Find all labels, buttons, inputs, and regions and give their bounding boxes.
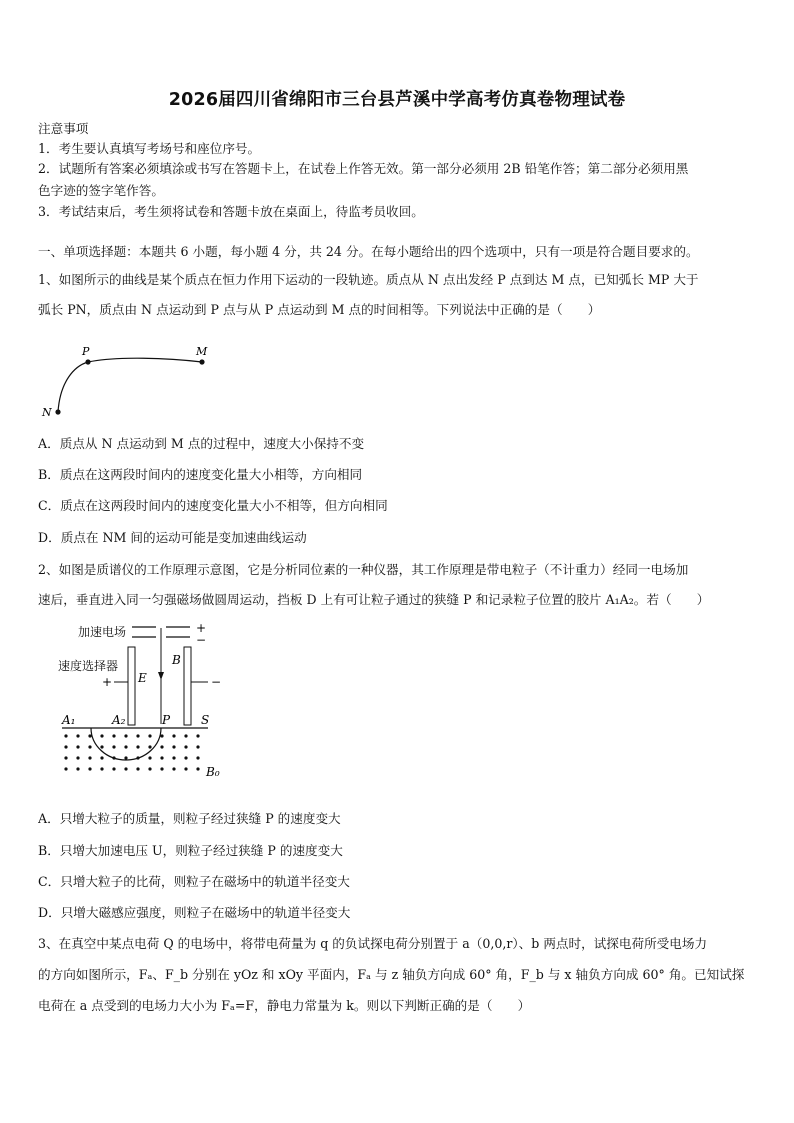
option-a: A．只增大粒子的质量，则粒子经过狭缝 P 的速度变大 xyxy=(38,811,341,826)
p-label: P xyxy=(162,713,171,727)
a2-label: A₂ xyxy=(112,713,126,727)
option-d: D．只增大磁感应强度，则粒子在磁场中的轨道半径变大 xyxy=(38,905,351,920)
label-n: N xyxy=(42,406,52,419)
minus-right: − xyxy=(211,675,222,689)
a1-label: A₁ xyxy=(62,713,76,727)
plus-sign: + xyxy=(196,621,207,635)
question-1-stem: 弧长 PN，质点由 N 点运动到 P 点与从 P 点运动到 M 点的时间相等。下列说法中正确的是（ ） xyxy=(38,302,601,317)
question-3-stem: 3、在真空中某点电荷 Q 的电场中，将带电荷量为 q 的负试探电荷分别置于 a（0,0,r）、b 两点时，试探电荷所受电场力 xyxy=(38,936,708,951)
notice-item: 2．试题所有答案必须填涂或书写在答题卡上，在试卷上作答无效。第一部分必须用 2B 铅笔作答；第二部分必须用黑 xyxy=(38,161,689,176)
question-2-stem: 速后，垂直进入同一匀强磁场做圆周运动，挡板 D 上有可让粒子通过的狭缝 P 和记录粒子位置的胶片 A₁A₂。若（ ） xyxy=(38,592,710,607)
notice-item: 3．考试结束后，考生须将试卷和答题卡放在桌面上，待监考员收回。 xyxy=(38,204,424,219)
option-d: D．质点在 NM 间的运动可能是变加速曲线运动 xyxy=(38,530,307,545)
question-1-stem: 1、如图所示的曲线是某个质点在恒力作用下运动的一段轨迹。质点从 N 点出发经 P 点到达 M 点，已知弧长 MP 大于 xyxy=(38,272,699,287)
question-3-stem: 的方向如图所示，Fₐ、F_b 分别在 yOz 和 xOy 平面内，Fₐ 与 z 轴负方向成 60° 角，F_b 与 x 轴负方向成 60° 角。已知试探 xyxy=(38,967,745,982)
mass-spectrometer-figure xyxy=(56,620,236,780)
option-b: B．质点在这两段时间内的速度变化量大小相等，方向相同 xyxy=(38,467,363,482)
e-label: E xyxy=(138,671,147,685)
option-c: C．质点在这两段时间内的速度变化量大小不相等，但方向相同 xyxy=(38,498,388,513)
minus-sign: − xyxy=(196,633,207,647)
plus-left: + xyxy=(102,675,113,689)
s-label: S xyxy=(201,713,210,727)
question-2-stem: 2、如图是质谱仪的工作原理示意图，它是分析同位素的一种仪器，其工作原理是带电粒子（不计重力）经同一电场加 xyxy=(38,562,689,577)
notice-heading: 注意事项 xyxy=(38,121,89,136)
question-1-figure xyxy=(38,342,228,422)
option-c: C．只增大粒子的比荷，则粒子在磁场中的轨道半径变大 xyxy=(38,874,350,889)
page-title: 2026届四川省绵阳市三台县芦溪中学高考仿真卷物理试卷 xyxy=(168,90,626,110)
option-a: A．质点从 N 点运动到 M 点的过程中，速度大小保持不变 xyxy=(38,436,365,451)
b-label: B xyxy=(172,653,181,667)
notice-item: 色字迹的签字笔作答。 xyxy=(38,183,164,198)
question-3-stem: 电荷在 a 点受到的电场力大小为 Fₐ=F，静电力常量为 k。则以下判断正确的是（ ） xyxy=(38,998,531,1013)
notice-item: 1．考生要认真填写考场号和座位序号。 xyxy=(38,141,261,156)
label-m: M xyxy=(196,345,208,358)
option-b: B．只增大加速电压 U，则粒子经过狭缝 P 的速度变大 xyxy=(38,843,343,858)
label-p: P xyxy=(82,345,90,358)
section-heading: 一、单项选择题：本题共 6 小题，每小题 4 分，共 24 分。在每小题给出的四个选项中，只有一项是符合题目要求的。 xyxy=(38,244,699,259)
velocity-selector-label: 速度选择器 xyxy=(58,659,119,673)
b0-label: B₀ xyxy=(206,765,220,779)
accel-field-label: 加速电场 xyxy=(78,625,127,639)
